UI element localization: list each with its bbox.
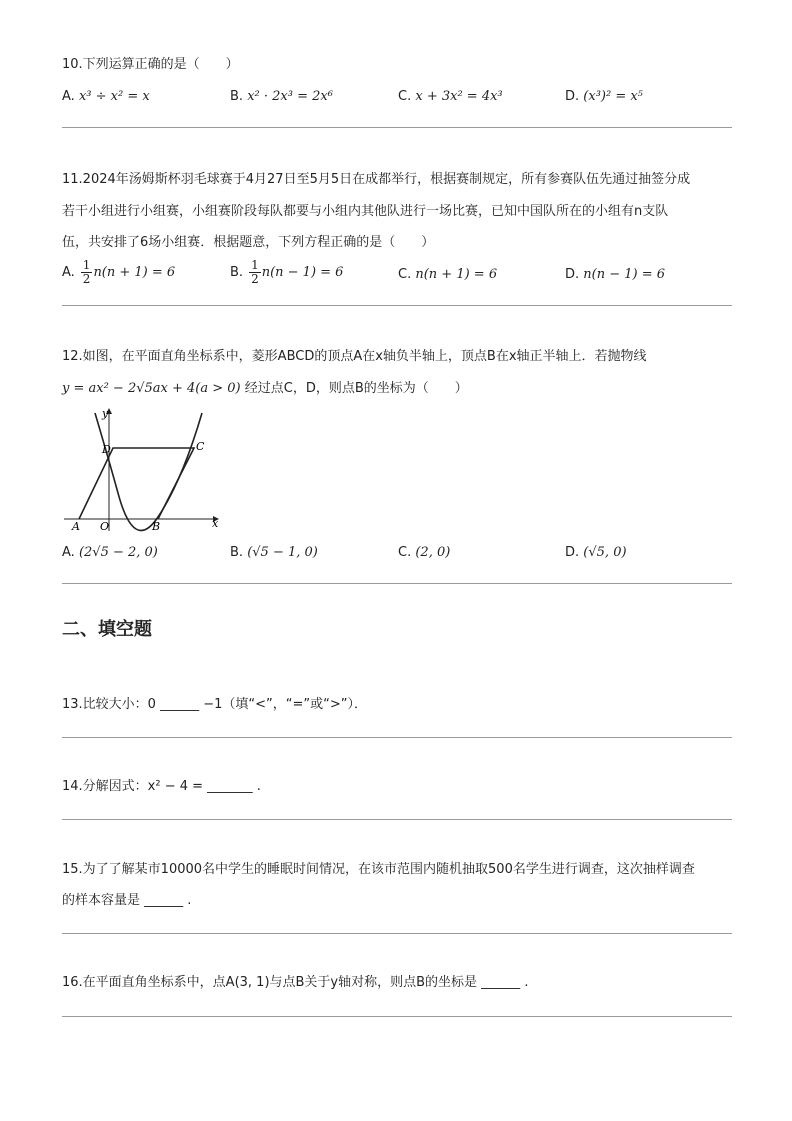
option-expr: (2, 0) <box>415 545 451 560</box>
option-label: A. <box>62 89 75 104</box>
option-label: A. <box>62 545 75 560</box>
option-label: D. <box>565 545 580 560</box>
q15-stem-line1: 15.为了了解某市10000名中学生的睡眠时间情况，在该市范围内随机抽取500名学生进行调查，这次抽样调查 <box>62 862 695 877</box>
option-label: C. <box>398 89 412 104</box>
parabola-curve <box>95 413 202 531</box>
q15-stem-line2: 的样本容量是 ______ . <box>62 893 192 908</box>
option-expr: n(n − 1) = 6 <box>583 267 666 282</box>
option-label: D. <box>565 89 580 104</box>
fraction-numerator: 1 <box>251 258 259 272</box>
rhombus-parabola-figure <box>62 405 222 535</box>
option-expr: (√5, 0) <box>583 545 627 560</box>
label-c: C <box>196 440 205 453</box>
q12-option-b[interactable] <box>230 544 318 562</box>
q10-stem: 10.下列运算正确的是（ ） <box>62 57 239 72</box>
divider <box>62 305 732 306</box>
label-y: y <box>102 407 109 420</box>
parabola-equation: y = ax² − 2√5ax + 4(a > 0) <box>62 381 241 396</box>
option-expr: x³ ÷ x² = x <box>78 89 150 104</box>
option-expr: n(n + 1) = 6 <box>93 264 176 280</box>
q12-stem-tail: 经过点C，D，则点B的坐标为（ ） <box>244 381 468 396</box>
q10-option-d[interactable] <box>565 88 643 106</box>
option-expr: (√5 − 1, 0) <box>247 545 318 560</box>
q11-option-c[interactable] <box>398 266 497 284</box>
q12-option-a[interactable] <box>62 544 158 562</box>
divider <box>62 933 732 934</box>
q14-text: 14.分解因式：x² − 4 = _______ . <box>62 779 261 794</box>
option-expr: x² · 2x³ = 2x⁶ <box>247 89 333 104</box>
option-label: A. <box>62 264 75 280</box>
section-title: 二、填空题 <box>62 619 152 640</box>
option-expr: n(n − 1) = 6 <box>261 264 344 280</box>
q12-option-d[interactable] <box>565 544 627 562</box>
q11-option-a[interactable] <box>62 259 175 286</box>
option-label: B. <box>230 264 244 280</box>
q12-stem-line2 <box>62 380 468 398</box>
divider <box>62 583 732 584</box>
divider <box>62 819 732 820</box>
option-expr: n(n + 1) = 6 <box>415 267 498 282</box>
fraction <box>249 259 261 286</box>
option-label: B. <box>230 545 244 560</box>
option-label: C. <box>398 267 412 282</box>
label-d: D <box>102 443 111 456</box>
q12-option-c[interactable] <box>398 544 450 562</box>
fraction-denominator: 2 <box>82 272 91 286</box>
q11-option-d[interactable] <box>565 266 665 284</box>
fraction-numerator: 1 <box>82 258 91 272</box>
label-b: B <box>152 520 161 533</box>
fraction <box>81 259 93 286</box>
q11-option-b[interactable] <box>230 259 343 286</box>
label-o: O <box>100 520 110 533</box>
option-expr: x + 3x² = 4x³ <box>415 89 503 104</box>
q10-option-b[interactable] <box>230 88 333 106</box>
option-label: D. <box>565 267 580 282</box>
q13-text: 13.比较大小：0 ______ −1（填“<”，“=”或“>”）． <box>62 697 367 712</box>
fraction-denominator: 2 <box>251 272 259 286</box>
option-label: B. <box>230 89 244 104</box>
q16-text: 16.在平面直角坐标系中，点A(3, 1)与点B关于y轴对称，则点B的坐标是 ______ . <box>62 975 529 990</box>
option-expr: (2√5 − 2, 0) <box>78 545 158 560</box>
option-expr: (x³)² = x⁵ <box>583 89 643 104</box>
q10-option-a[interactable] <box>62 88 150 106</box>
q12-stem-line1: 12.如图，在平面直角坐标系中，菱形ABCD的顶点A在x轴负半轴上，顶点B在x轴正半轴上．若抛物线 <box>62 349 647 364</box>
q10-option-c[interactable] <box>398 88 503 106</box>
divider <box>62 1016 732 1017</box>
divider <box>62 737 732 738</box>
q11-stem-line3: 伍，共安排了6场小组赛．根据题意，下列方程正确的是（ ） <box>62 235 435 250</box>
q11-stem-line1: 11.2024年汤姆斯杯羽毛球赛于4月27日至5月5日在成都举行，根据赛制规定，所有参赛队伍先通过抽签分成 <box>62 172 691 187</box>
label-x: x <box>212 517 219 530</box>
q11-stem-line2: 若干小组进行小组赛，小组赛阶段每队都要与小组内其他队进行一场比赛，已知中国队所在的小组有n支队 <box>62 204 669 219</box>
divider <box>62 127 732 128</box>
option-label: C. <box>398 545 412 560</box>
label-a: A <box>72 520 80 533</box>
